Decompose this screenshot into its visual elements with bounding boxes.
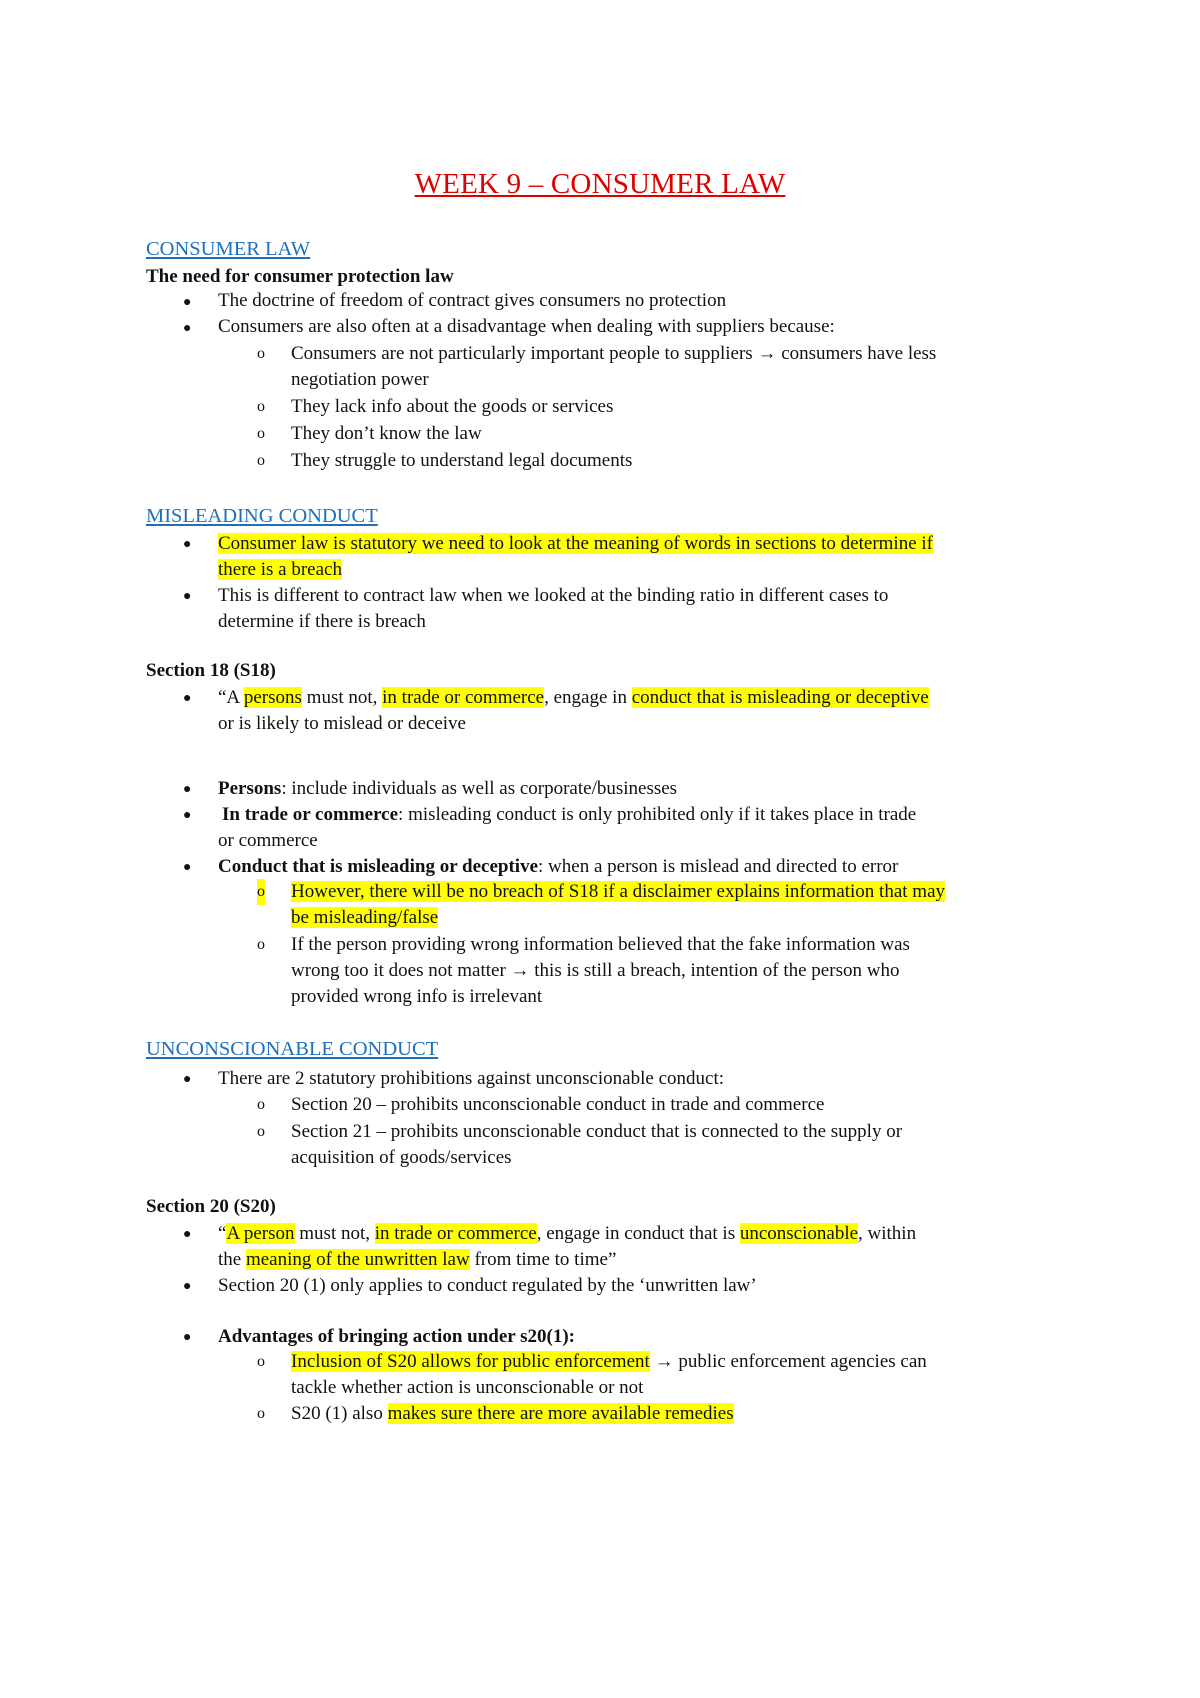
sub-bullet-o: o [257,1096,265,1113]
list-item [218,1324,575,1350]
highlighted-text: makes sure there are more available remedies [387,1403,734,1424]
text: Consumers are not particularly important people to suppliers [291,343,753,364]
highlighted-text: A person [226,1223,295,1244]
highlighted-text: meaning of the unwritten law [245,1249,470,1270]
highlighted-text: Inclusion of S20 allows for public enforcement [291,1351,650,1372]
sub-bullet-o: o [257,452,265,469]
list-item [222,802,916,828]
highlighted-text: in trade or commerce [382,687,545,708]
sub-bullet-o: o [257,936,265,953]
highlighted-text: persons [243,687,302,708]
bold-term: Advantages of bringing action under s20(1): [218,1326,575,1347]
list-item-cont [218,557,342,583]
text: must not, [301,687,383,708]
highlighted-text: conduct that is misleading or deceptive [631,687,929,708]
bullet-dot: ● [183,1279,192,1294]
highlighted-text: there is a breach [218,559,342,580]
quote-line [218,685,929,711]
sub-list-item-cont: negotiation power [291,369,429,390]
sub-bullet-o: o [257,1123,265,1140]
highlighted-text: unconscionable [739,1223,859,1244]
bold-term: Persons [218,778,282,799]
section-heading-misleading-conduct: MISLEADING CONDUCT [146,505,378,527]
text: the [218,1249,246,1270]
text: “ [218,1223,227,1244]
sub-list-item: If the person providing wrong information believed that the fake information was [291,934,910,955]
arrow-icon: → [757,343,777,364]
subheading-section-20: Section 20 (S20) [146,1196,276,1217]
list-item: The doctrine of freedom of contract gives consumers no protection [218,290,727,311]
sub-bullet-o: o [257,425,265,442]
sub-list-item-cont: acquisition of goods/services [291,1147,512,1168]
sub-list-item-cont [291,958,899,984]
sub-list-item [291,1349,927,1375]
bullet-dot: ● [183,1330,192,1345]
list-item: There are 2 statutory prohibitions against unconscionable conduct: [218,1068,724,1089]
text: , engage in conduct that is [536,1223,740,1244]
list-item-cont: or commerce [218,830,318,851]
sub-list-item: They struggle to understand legal documents [291,450,633,471]
bullet-dot: ● [183,295,192,310]
highlighted-text: However, there will be no breach of S18 if a disclaimer explains information that may [291,881,946,902]
sub-list-item-cont [291,905,438,931]
bullet-dot: ● [183,1227,192,1242]
bullet-dot: ● [183,321,192,336]
list-item [218,854,898,880]
bold-term: In trade or commerce [222,804,399,825]
text: must not, [294,1223,375,1244]
bullet-dot: ● [183,808,192,823]
sub-bullet-o: o [257,345,265,362]
bullet-dot: ● [183,589,192,604]
quote-line-cont [218,1247,616,1273]
text: wrong too it does not matter [291,960,506,981]
subheading-section-18: Section 18 (S18) [146,660,276,681]
text: “A [218,687,244,708]
bullet-dot: ● [183,1072,192,1087]
quote-line [218,1221,916,1247]
list-item [218,776,677,802]
text: S20 (1) also [291,1403,388,1424]
text: public enforcement agencies can [678,1351,927,1372]
arrow-icon: → [654,1351,674,1372]
arrow-icon: → [510,960,530,981]
sub-list-item: Section 20 – prohibits unconscionable conduct in trade and commerce [291,1094,825,1115]
section-heading-unconscionable-conduct: UNCONSCIONABLE CONDUCT [146,1038,439,1060]
highlighted-text: Consumer law is statutory we need to look at the meaning of words in sections to determine if [218,533,933,554]
sub-bullet-o: o [257,1405,265,1422]
bullet-dot: ● [183,782,192,797]
sub-bullet-o: o [257,1353,265,1370]
text: consumers have less [781,343,937,364]
text: : include individuals as well as corporate/businesses [281,778,678,799]
list-item: Section 20 (1) only applies to conduct regulated by the ‘unwritten law’ [218,1275,757,1296]
text: : when a person is mislead and directed to error [538,856,899,877]
sub-bullet-o: o [257,398,265,415]
sub-list-item: They lack info about the goods or services [291,396,614,417]
bullet-dot: ● [183,537,192,552]
highlighted-text: be misleading/false [291,907,439,928]
sub-list-item [291,1401,734,1427]
sub-list-item: They don’t know the law [291,423,482,444]
text: this is still a breach, intention of the person who [534,960,900,981]
list-item [218,531,933,557]
sub-list-item: Section 21 – prohibits unconscionable conduct that is connected to the supply or [291,1121,903,1142]
text: : misleading conduct is only prohibited only if it takes place in trade [398,804,917,825]
page-title: WEEK 9 – CONSUMER LAW [414,168,786,200]
sub-list-item [291,879,945,905]
section-heading-consumer-law: CONSUMER LAW [146,238,311,260]
sub-list-item [291,341,936,367]
sub-list-item-cont: tackle whether action is unconscionable or not [291,1377,644,1398]
quote-line-cont: or is likely to mislead or deceive [218,713,466,734]
text: from time to time” [469,1249,617,1270]
list-item-cont: determine if there is breach [218,611,426,632]
bullet-dot: ● [183,860,192,875]
text: , within [858,1223,917,1244]
highlighted-text: in trade or commerce [374,1223,537,1244]
sub-bullet-o: o [257,879,265,905]
list-item: Consumers are also often at a disadvantage when dealing with suppliers because: [218,316,835,337]
list-item: This is different to contract law when we looked at the binding ratio in different cases to [218,585,889,606]
text: , engage in [544,687,632,708]
bullet-dot: ● [183,691,192,706]
sub-list-item-cont: provided wrong info is irrelevant [291,986,543,1007]
bold-term: Conduct that is misleading or deceptive [218,856,539,877]
subheading-need-protection: The need for consumer protection law [146,266,454,287]
